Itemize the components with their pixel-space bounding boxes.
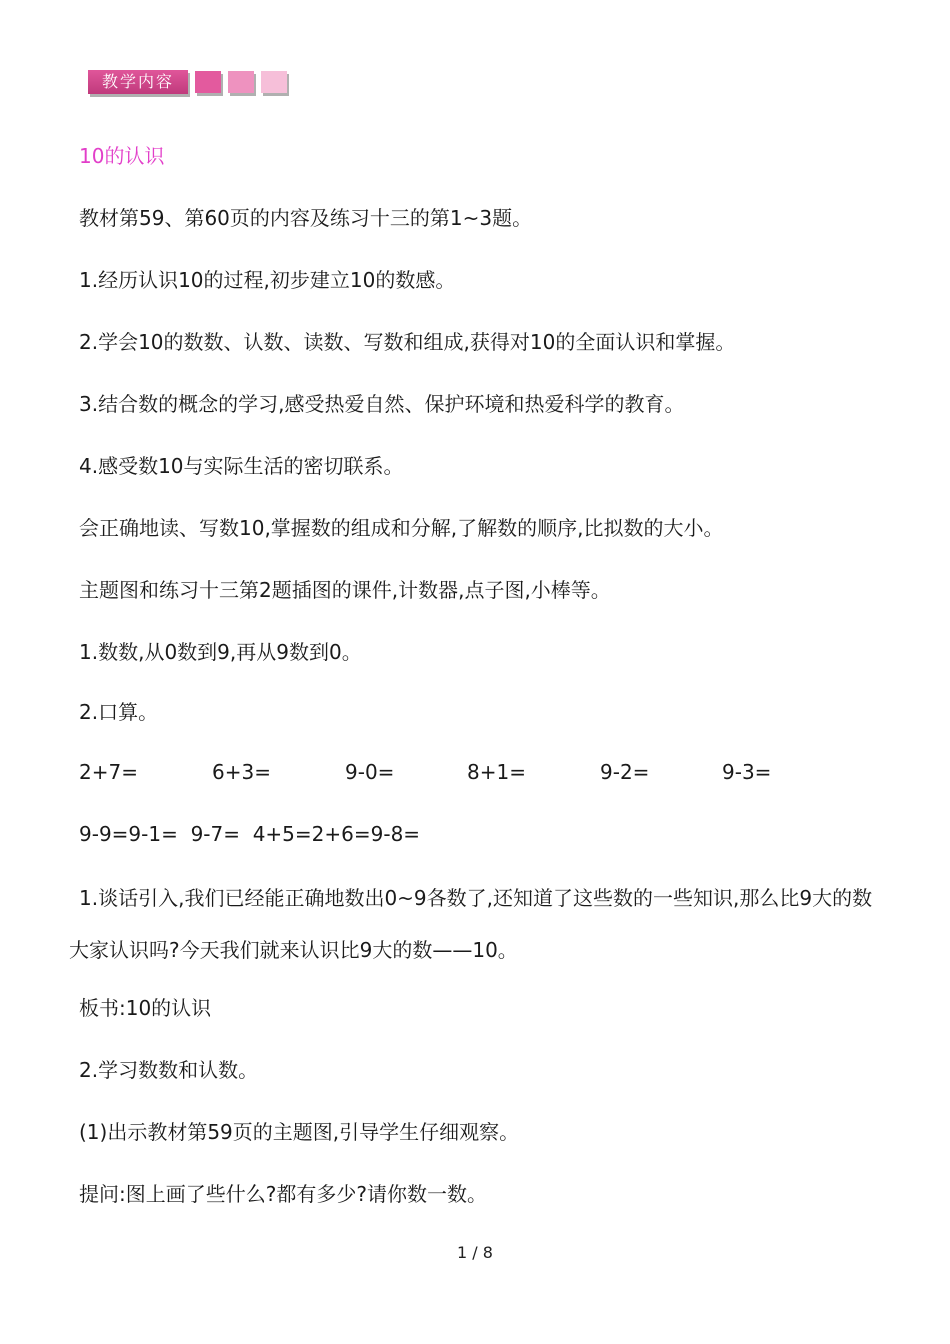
text-line: 1.经历认识10的过程,初步建立10的数感。 (79, 268, 456, 292)
arithmetic-expression: 6+3= (212, 760, 271, 784)
intro-paragraph: 1.谈话引入,我们已经能正确地数出0~9各数了,还知道了这些数的一些知识,那么比9大的数大家认识吗?今天我们就来认识比9大的数——10。 (69, 886, 873, 962)
decor-square-1 (195, 71, 221, 93)
arithmetic-expression: 2+7= (79, 760, 138, 784)
text-line: 2.口算。 (79, 700, 159, 724)
page-indicator: 1 / 8 (457, 1243, 493, 1262)
text-line: (1)出示教材第59页的主题图,引导学生仔细观察。 (79, 1120, 520, 1144)
text-line: 提问:图上画了些什么?都有多少?请你数一数。 (79, 1182, 487, 1206)
text-line: 4.感受数10与实际生活的密切联系。 (79, 454, 404, 478)
text-line: 3.结合数的概念的学习,感受热爱自然、保护环境和热爱科学的教育。 (79, 392, 685, 416)
arithmetic-expression: 8+1= (467, 760, 526, 784)
text-line: 2.学会10的数数、认数、读数、写数和组成,获得对10的全面认识和掌握。 (79, 330, 736, 354)
section-header (88, 68, 287, 96)
text-line: 1.数数,从0数到9,再从9数到0。 (79, 640, 362, 664)
text-line: 主题图和练习十三第2题插图的课件,计数器,点子图,小棒等。 (79, 578, 611, 602)
section-label: 教学内容 (88, 70, 188, 94)
text-line: 会正确地读、写数10,掌握数的组成和分解,了解数的顺序,比拟数的大小。 (79, 516, 724, 540)
text-line: 板书:10的认识 (79, 996, 212, 1020)
arithmetic-expression: 9-2= (600, 760, 650, 784)
decor-square-2 (228, 71, 254, 93)
decor-square-3 (261, 71, 287, 93)
text-line: 教材第59、第60页的内容及练习十三的第1~3题。 (79, 206, 533, 230)
arithmetic-expression: 9-0= (345, 760, 395, 784)
arithmetic-expression: 9-3= (722, 760, 772, 784)
arithmetic-row: 9-9=9-1= 9-7= 4+5=2+6=9-8= (79, 822, 421, 846)
text-line: 2.学习数数和认数。 (79, 1058, 259, 1082)
lesson-title: 10的认识 (79, 144, 165, 168)
